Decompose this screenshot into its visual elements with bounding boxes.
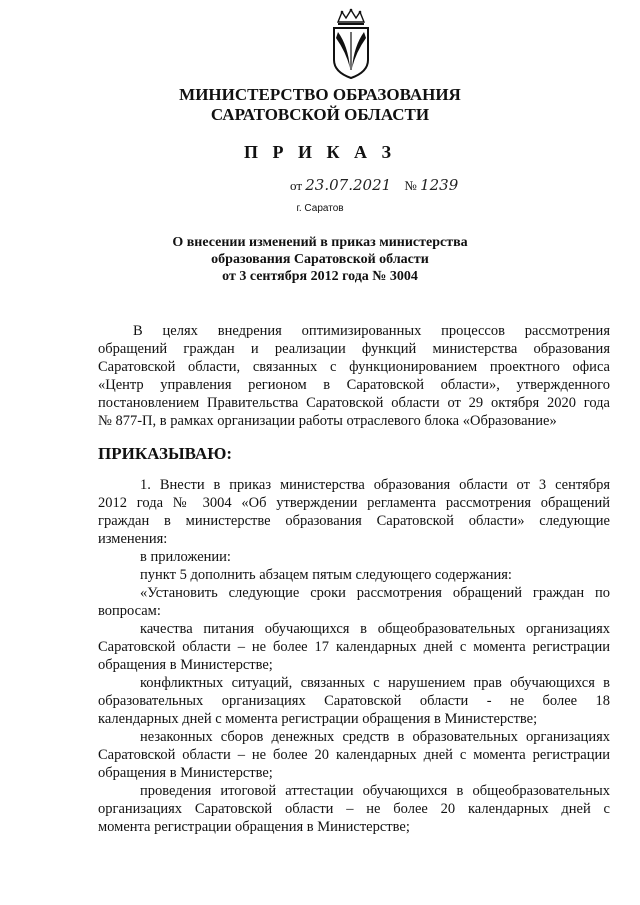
body-line: момента регистрации обращения в Министерстве; (98, 819, 410, 835)
body-line: «Установить следующие сроки рассмотрения обращений граждан по (140, 585, 610, 601)
body-line: Саратовской области – не более 20 календарных дней с момента регистрации (98, 747, 610, 763)
body-line: конфликтных ситуаций, связанных с нарушением прав обучающихся в (140, 675, 610, 691)
preamble-line: Саратовской области, связанных с функционированием проектного офиса (98, 359, 610, 375)
body-line: обращения в Министерстве; (98, 765, 273, 781)
body-line: календарных дней с момента регистрации обращения в Министерстве; (98, 711, 538, 727)
date-prefix: от (290, 178, 303, 193)
subject-line: образования Саратовской области (211, 252, 429, 267)
number-prefix: № (404, 178, 417, 193)
body-line: образовательных организациях Саратовской области - не более 18 (98, 693, 610, 709)
ministry-name-line2: САРАТОВСКОЙ ОБЛАСТИ (210, 105, 430, 124)
order-heading: ПРИКАЗЫВАЮ: (98, 444, 233, 463)
preamble-line: № 877-П, в рамках организации работы отраслевого блока «Образование» (98, 413, 557, 429)
preamble-line: «Центр управления регионом в Саратовской области», утвержденного (98, 377, 610, 393)
body-line: проведения итоговой аттестации обучающихся в общеобразовательных (140, 783, 610, 799)
preamble-line: обращений граждан и реализации функций министерства образования (98, 341, 610, 357)
preamble-line: В целях внедрения оптимизированных процессов рассмотрения (133, 323, 610, 339)
subject-block (0, 234, 640, 285)
body-line: организациях Саратовской области – не более 20 календарных дней с (98, 801, 610, 817)
city-label: г. Саратов (296, 203, 344, 214)
body-line: в приложении: (140, 549, 231, 565)
body-line: 1. Внести в приказ министерства образования области от 3 сентября (140, 477, 610, 493)
ministry-name-line1: МИНИСТЕРСТВО ОБРАЗОВАНИЯ (179, 85, 461, 104)
saratov-coat-of-arms-icon (326, 8, 376, 80)
body-line: изменения: (98, 531, 168, 547)
handwritten-date: 23.07.2021 (305, 176, 392, 194)
body-line: незаконных сборов денежных средств в образовательных организациях (140, 729, 610, 745)
subject-line: от 3 сентября 2012 года № 3004 (222, 269, 418, 284)
body-line: вопросам: (98, 603, 161, 619)
body-line: граждан в министерстве образования Саратовской области» следующие (98, 513, 610, 529)
handwritten-number: 1239 (420, 176, 459, 194)
preamble-line: постановлением Правительства Саратовской области от 29 октября 2020 года (98, 395, 610, 411)
subject-line: О внесении изменений в приказ министерства (172, 235, 468, 250)
body-line: Саратовской области – не более 17 календарных дней с момента регистрации (98, 639, 610, 655)
body-line: обращения в Министерстве; (98, 657, 273, 673)
body-line: качества питания обучающихся в общеобразовательных организациях (140, 621, 610, 637)
document-title: П Р И К А З (243, 142, 397, 162)
date-number-line (290, 176, 458, 194)
body-line: пункт 5 дополнить абзацем пятым следующего содержания: (140, 567, 512, 583)
body-line: 2012 года № 3004 «Об утверждении регламента рассмотрения обращений (98, 495, 610, 511)
